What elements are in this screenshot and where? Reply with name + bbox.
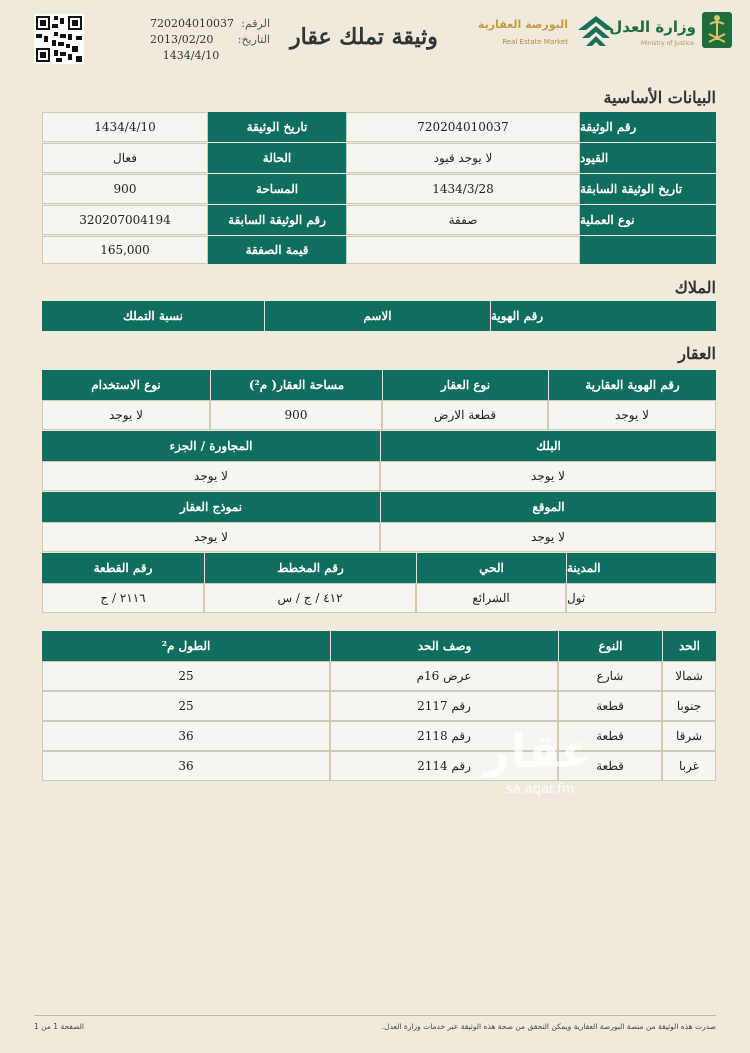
moj-name: وزارة العدل [609,18,696,36]
prop-city: ثول [566,583,716,613]
border-desc: رقم 2117 [330,691,558,721]
prop-header-model: نموذج العقار [42,492,380,522]
area-label: المساحة [208,174,346,204]
status-value: فعال [42,143,208,173]
borders-header-side: الحد [662,631,716,661]
border-desc: عرض 16م [330,661,558,691]
number-value: 720204010037 [150,17,234,30]
prop-type: قطعة الارض [382,400,548,430]
date-gregorian: 2013/02/20 [150,33,214,46]
prop-header-block: البلك [380,431,716,461]
border-side: غربا [662,751,716,781]
prop-header-type: نوع العقار [382,370,548,400]
border-type: قطعة [558,751,662,781]
date-hijri: 1434/4/10 [162,49,220,62]
border-length: 25 [42,661,330,691]
prev-doc-number-value: 320207004194 [42,205,208,235]
basic-data-title: البيانات الأساسية [603,88,716,107]
border-length: 36 [42,751,330,781]
prop-header-neighborhood: المجاورة / الجزء [42,431,380,461]
property-title: العقار [678,344,716,363]
prop-area: 900 [210,400,382,430]
moj-logo [609,10,734,50]
deal-value-label: قيمة الصفقة [208,236,346,264]
deal-value-value: 165,000 [42,236,208,264]
operation-type-label: نوع العملية [580,205,716,235]
saudi-emblem-icon [700,10,734,50]
prev-doc-date-value: 1434/3/28 [346,174,580,204]
real-estate-market-icon [576,12,616,50]
border-side: جنوبا [662,691,716,721]
empty-value [346,236,580,264]
aqar-watermark-url: sa.aqar.fm [506,782,575,797]
prop-real-id: لا يوجد [548,400,716,430]
prop-header-location: الموقع [380,492,716,522]
border-type: شارع [558,661,662,691]
border-type: قطعة [558,721,662,751]
borders-header-length: الطول م² [42,631,330,661]
border-side: شرقا [662,721,716,751]
operation-type-value: صفقة [346,205,580,235]
prop-header-real-id: رقم الهوية العقارية [548,370,716,400]
doc-number-value: 720204010037 [346,112,580,142]
border-side: شمالا [662,661,716,691]
border-length: 36 [42,721,330,751]
real-estate-market-logo [477,12,616,52]
date-label: التاريخ: [237,33,270,46]
prop-location: لا يوجد [380,522,716,552]
prop-plot: ٢١١٦ / ج [42,583,204,613]
qr-code-icon[interactable] [34,14,84,64]
footer-divider [34,1015,716,1016]
document-header [0,0,750,80]
border-desc: رقم 2118 [330,721,558,751]
document-title: وثيقة تملك عقار [290,24,438,50]
border-type: قطعة [558,691,662,721]
prev-doc-date-label: تاريخ الوثيقة السابقة [580,174,716,204]
prop-header-district: الحي [416,553,566,583]
prop-header-plot: رقم القطعة [42,553,204,583]
footer-note: صدرت هذه الوثيقة من منصة البورصة العقارية ويمكن التحقق من صحة هذه الوثيقة عبر خدمات وزارة العدل. [381,1022,716,1031]
restrictions-label: القيود [580,143,716,173]
prop-neighborhood: لا يوجد [42,461,380,491]
page-number: الصفحة 1 من 1 [34,1022,84,1031]
empty-label [580,236,716,264]
real-estate-market-name-en: Real Estate Market [502,38,568,46]
prev-doc-number-label: رقم الوثيقة السابقة [208,205,346,235]
area-value: 900 [42,174,208,204]
doc-date-value: 1434/4/10 [42,112,208,142]
aqar-watermark: عقار [484,724,593,778]
prop-plan: ٤١٢ / ج / س [204,583,416,613]
real-estate-market-name: البورصة العقارية [477,18,568,31]
prop-district: الشرائع [416,583,566,613]
prop-header-city: المدينة [566,553,716,583]
owners-header-name: الاسم [264,301,490,331]
owners-header-share: نسبة التملك [42,301,264,331]
owners-title: الملاك [674,278,716,297]
restrictions-value: لا يوجد قيود [346,143,580,173]
prop-usage: لا يوجد [42,400,210,430]
prop-header-plan: رقم المخطط [204,553,416,583]
prop-header-area: مساحة العقار( م²) [210,370,382,400]
border-desc: رقم 2114 [330,751,558,781]
status-label: الحالة [208,143,346,173]
prop-header-usage: نوع الاستخدام [42,370,210,400]
borders-header-type: النوع [558,631,662,661]
borders-header-desc: وصف الحد [330,631,558,661]
doc-number-label: رقم الوثيقة [580,112,716,142]
moj-name-en: Ministry of Justice [640,40,694,47]
number-label: الرقم: [241,17,270,30]
prop-block: لا يوجد [380,461,716,491]
prop-model: لا يوجد [42,522,380,552]
doc-date-label: تاريخ الوثيقة [208,112,346,142]
border-length: 25 [42,691,330,721]
owners-header-id: رقم الهوية [490,301,716,331]
document-meta [150,16,270,64]
